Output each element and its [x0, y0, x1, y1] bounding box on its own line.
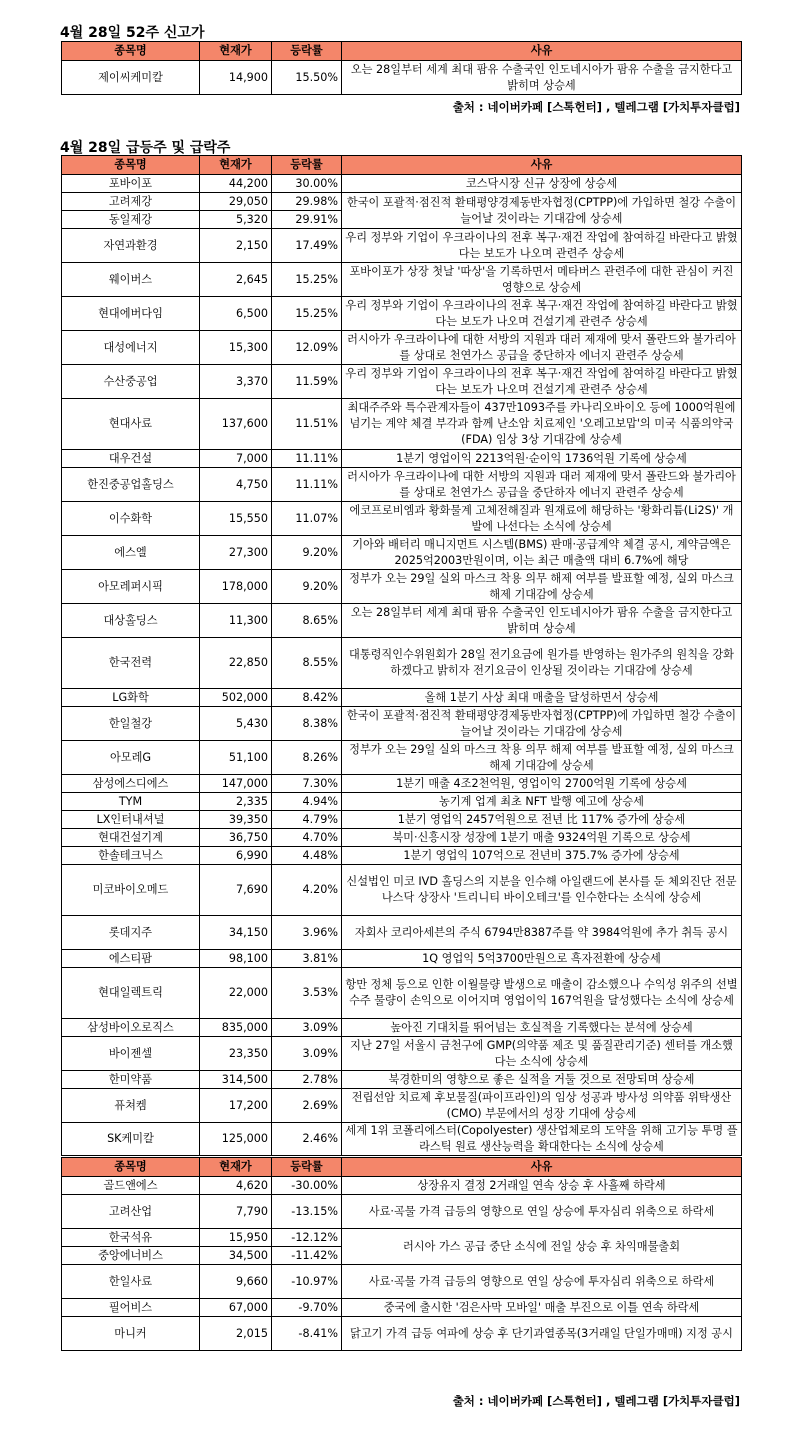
stock-name: LX인터내셔널 [62, 811, 200, 829]
stock-name: 한일철강 [62, 707, 200, 741]
stock-rate: 11.07% [272, 502, 342, 536]
stock-name: TYM [62, 793, 200, 811]
table-row [62, 775, 742, 793]
stock-rate: 29.91% [272, 211, 342, 229]
stock-rate: 11.11% [272, 468, 342, 502]
table-row [62, 229, 742, 263]
stock-reason: 닭고기 가격 급등 여파에 상승 후 단기과열종목(3거래일 단일가매매) 지정 공시 [342, 1317, 742, 1351]
stock-reason: 대통령직인수위원회가 28일 전기요금에 원가를 반영하는 원가주의 원칙을 강화하겠다고 밝히자 전기요금이 인상될 것이라는 기대감에 상승세 [342, 638, 742, 689]
stock-name: 동일제강 [62, 211, 200, 229]
stock-rate: 15.25% [272, 263, 342, 297]
header-reason: 사유 [342, 1157, 742, 1177]
stock-name: 현대사료 [62, 399, 200, 450]
table-row [62, 811, 742, 829]
stock-name: 한일사료 [62, 1265, 200, 1299]
stock-name: 고려제강 [62, 193, 200, 211]
stock-rate: 12.09% [272, 331, 342, 365]
table-row [62, 450, 742, 468]
stock-rate: 3.09% [272, 1037, 342, 1071]
stock-reason: 올해 1분기 사상 최대 매출을 달성하면서 상승세 [342, 689, 742, 707]
table-row [62, 847, 742, 865]
stock-reason: 포바이포가 상장 첫날 '따상'을 기록하면서 메타버스 관련주에 대한 관심이 커진 영향으로 상승세 [342, 263, 742, 297]
stock-name: 고려산업 [62, 1195, 200, 1229]
stock-name: 필어비스 [62, 1299, 200, 1317]
header-reason: 사유 [342, 42, 742, 61]
movers-title: 4월 28일 급등주 및 급락주 [60, 140, 231, 156]
stock-reason: 러시아가 우크라이나에 대한 서방의 지원과 대러 제재에 맞서 폴란드와 불가리아를 상대로 천연가스 공급을 중단하자 에너지 관련주 상승세 [342, 331, 742, 365]
stock-price: 6,500 [200, 297, 272, 331]
stock-reason: 신설법인 미코 IVD 홀딩스의 지분을 인수해 아일랜드에 본사를 둔 체외진단 전문 나스닥 상장사 '트리니티 바이오테크'를 인수한다는 소식에 상승세 [342, 865, 742, 916]
stock-name: 현대건설기계 [62, 829, 200, 847]
stock-name: 한진중공업홀딩스 [62, 468, 200, 502]
stock-reason: 높아진 기대치를 뛰어넘는 호실적을 기록했다는 분석에 상승세 [342, 1019, 742, 1037]
stock-rate: 30.00% [272, 175, 342, 193]
stock-name: 에스티팜 [62, 950, 200, 968]
table-row [62, 193, 742, 211]
stock-price: 4,750 [200, 468, 272, 502]
table-row [62, 1019, 742, 1037]
stock-reason: 1분기 영업이익 2213억원·순이익 1736억원 기록에 상승세 [342, 450, 742, 468]
stock-price: 27,300 [200, 536, 272, 570]
stock-name: 대상홀딩스 [62, 604, 200, 638]
source-note: 출처 : 네이버카페 [스톡헌터] , 텔레그램 [가치투자클럽] [452, 100, 740, 114]
stock-rate: -12.12% [272, 1229, 342, 1247]
stock-reason: 오는 28일부터 세계 최대 팜유 수출국인 인도네시아가 팜유 수출을 금지한다고 밝히며 상승세 [342, 604, 742, 638]
stock-name: 한국석유 [62, 1229, 200, 1247]
header-price: 현재가 [200, 42, 272, 61]
stock-reason: 중국에 출시한 '검은사막 모바일' 매출 부진으로 이틀 연속 하락세 [342, 1299, 742, 1317]
table-row [62, 865, 742, 916]
stock-name: 미코바이오메드 [62, 865, 200, 916]
stock-price: 5,320 [200, 211, 272, 229]
table-row [62, 61, 742, 95]
stock-reason: 기아와 배터리 매니지먼트 시스템(BMS) 판매·공급계약 체결 공시, 계약금액은 2025억2003만원이며, 이는 최근 매출액 대비 6.7%에 해당 [342, 536, 742, 570]
stock-reason: 우리 정부와 기업이 우크라이나의 전후 복구·재건 작업에 참여하길 바란다고 밝혔다는 보도가 나오며 관련주 상승세 [342, 229, 742, 263]
table-row [62, 1037, 742, 1071]
stock-price: 2,150 [200, 229, 272, 263]
stock-name: 한미약품 [62, 1071, 200, 1089]
stock-reason: 한국이 포괄적·점진적 환태평양경제동반자협정(CPTPP)에 가입하면 철강 수출이 늘어날 것이라는 기대감에 상승세 [342, 193, 742, 229]
table-row [62, 399, 742, 450]
stock-reason: 에코프로비엠과 황화물계 고체전해질과 원재료에 해당하는 '황화리튬(Li2S)' 개발에 나선다는 소식에 상승세 [342, 502, 742, 536]
stock-rate: -9.70% [272, 1299, 342, 1317]
header-rate: 등락률 [272, 42, 342, 61]
header-price: 현재가 [200, 156, 272, 175]
stock-price: 125,000 [200, 1123, 272, 1157]
stock-reason: 전립선암 치료제 후보물질(파이프라인)의 임상 성공과 방사성 의약품 위탁생산(CMO) 부문에서의 성장 기대에 상승세 [342, 1089, 742, 1123]
stock-name: 제이씨케미칼 [62, 61, 200, 95]
stock-price: 22,850 [200, 638, 272, 689]
table-row [62, 1071, 742, 1089]
stock-name: 퓨쳐켐 [62, 1089, 200, 1123]
table-row [62, 968, 742, 1019]
stock-price: 36,750 [200, 829, 272, 847]
stock-reason: 1분기 영업익 2457억원으로 전년 比 117% 증가에 상승세 [342, 811, 742, 829]
table-row [62, 1229, 742, 1247]
stock-reason: 지난 27일 서울시 금천구에 GMP(의약품 제조 및 품질관리기준) 센터를 개소했다는 소식에 상승세 [342, 1037, 742, 1071]
stock-rate: 3.96% [272, 916, 342, 950]
stock-name: 현대일렉트릭 [62, 968, 200, 1019]
table-row [62, 793, 742, 811]
table-row [62, 331, 742, 365]
stock-rate: -13.15% [272, 1195, 342, 1229]
stock-price: 98,100 [200, 950, 272, 968]
stock-rate: -30.00% [272, 1177, 342, 1195]
header-name: 종목명 [62, 156, 200, 175]
stock-price: 178,000 [200, 570, 272, 604]
stock-rate: 8.55% [272, 638, 342, 689]
stock-reason: 최대주주와 특수관계자들이 437만1093주를 카나리오바이오 등에 1000억원에 넘기는 계약 체결 부각과 함께 난소암 치료제인 '오레고보맙'의 미국 식품의약국(FDA) 임상 3상 기대감에 상승세 [342, 399, 742, 450]
stock-name: 바이젠셀 [62, 1037, 200, 1071]
stock-rate: 4.79% [272, 811, 342, 829]
stock-price: 22,000 [200, 968, 272, 1019]
table-row [62, 689, 742, 707]
stock-reason: 코스닥시장 신규 상장에 상승세 [342, 175, 742, 193]
stock-price: 34,150 [200, 916, 272, 950]
stock-name: 삼성에스디에스 [62, 775, 200, 793]
stock-reason: 러시아 가스 공급 중단 소식에 전일 상승 후 차익매물출회 [342, 1229, 742, 1265]
stock-rate: 4.48% [272, 847, 342, 865]
table-row [62, 1195, 742, 1229]
stock-reason: 한국이 포괄적·점진적 환태평양경제동반자협정(CPTPP)에 가입하면 철강 수출이 늘어날 것이라는 기대감에 상승세 [342, 707, 742, 741]
stock-price: 7,790 [200, 1195, 272, 1229]
stock-name: 포바이포 [62, 175, 200, 193]
stock-rate: 2.69% [272, 1089, 342, 1123]
stock-price: 2,645 [200, 263, 272, 297]
table-row [62, 1089, 742, 1123]
stock-name: SK케미칼 [62, 1123, 200, 1157]
header-rate: 등락률 [272, 156, 342, 175]
stock-name: 삼성바이오로직스 [62, 1019, 200, 1037]
stock-name: 자연과환경 [62, 229, 200, 263]
stock-reason: 농기계 업계 최초 NFT 발행 예고에 상승세 [342, 793, 742, 811]
stock-price: 11,300 [200, 604, 272, 638]
stock-rate: 11.59% [272, 365, 342, 399]
stock-rate: 15.25% [272, 297, 342, 331]
stock-rate: -11.42% [272, 1247, 342, 1265]
stock-price: 51,100 [200, 741, 272, 775]
movers-table [61, 155, 742, 1351]
stock-reason: 항만 정체 등으로 인한 이월물량 발생으로 매출이 감소했으나 수익성 위주의 선별 수주 물량이 손익으로 이어지며 영업이익 167억원을 달성했다는 소식에 상승세 [342, 968, 742, 1019]
header-name: 종목명 [62, 42, 200, 61]
stock-name: 골드앤에스 [62, 1177, 200, 1195]
stock-rate: 17.49% [272, 229, 342, 263]
table-row [62, 829, 742, 847]
stock-price: 34,500 [200, 1247, 272, 1265]
table-row [62, 1299, 742, 1317]
stock-rate: 3.81% [272, 950, 342, 968]
table-row [62, 741, 742, 775]
stock-reason: 상장유지 결정 2거래일 연속 상승 후 사흘째 하락세 [342, 1177, 742, 1195]
stock-name: 에스엘 [62, 536, 200, 570]
stock-rate: 3.09% [272, 1019, 342, 1037]
table-row [62, 916, 742, 950]
stock-reason: 1분기 매출 4조2천억원, 영업이익 2700억원 기록에 상승세 [342, 775, 742, 793]
stock-name: 현대에버다임 [62, 297, 200, 331]
stock-reason: 1분기 영업익 107억으로 전년비 375.7% 증가에 상승세 [342, 847, 742, 865]
table-header-row [62, 1157, 742, 1177]
table-row [62, 1317, 742, 1351]
table-header-row [62, 42, 742, 61]
stock-name: 아모레퍼시픽 [62, 570, 200, 604]
stock-price: 15,950 [200, 1229, 272, 1247]
stock-name: 수산중공업 [62, 365, 200, 399]
stock-rate: 11.51% [272, 399, 342, 450]
stock-price: 6,990 [200, 847, 272, 865]
stock-rate: 8.38% [272, 707, 342, 741]
stock-name: 대성에너지 [62, 331, 200, 365]
stock-rate: 8.42% [272, 689, 342, 707]
stock-price: 44,200 [200, 175, 272, 193]
stock-rate: -10.97% [272, 1265, 342, 1299]
stock-reason: 정부가 오는 29일 실외 마스크 착용 의무 해제 여부를 발표할 예정, 실외 마스크 해제 기대감에 상승세 [342, 741, 742, 775]
table-row [62, 365, 742, 399]
stock-reason: 정부가 오는 29일 실외 마스크 착용 의무 해제 여부를 발표할 예정, 실외 마스크 해제 기대감에 상승세 [342, 570, 742, 604]
stock-reason: 오는 28일부터 세계 최대 팜유 수출국인 인도네시아가 팜유 수출을 금지한다고 밝히며 상승세 [342, 61, 742, 95]
stock-rate: 9.20% [272, 570, 342, 604]
stock-name: 중앙에너비스 [62, 1247, 200, 1265]
stock-price: 29,050 [200, 193, 272, 211]
stock-price: 147,000 [200, 775, 272, 793]
stock-price: 67,000 [200, 1299, 272, 1317]
table-row [62, 570, 742, 604]
stock-reason: 북경한미의 영향으로 좋은 실적을 거둘 것으로 전망되며 상승세 [342, 1071, 742, 1089]
table-row [62, 468, 742, 502]
table-row [62, 950, 742, 968]
stock-price: 9,660 [200, 1265, 272, 1299]
stock-reason: 우리 정부와 기업이 우크라이나의 전후 복구·재건 작업에 참여하길 바란다고 밝혔다는 보도가 나오며 건설기계 관련주 상승세 [342, 297, 742, 331]
stock-reason: 세계 1위 코폴리에스터(Copolyester) 생산업체로의 도약을 위해 고기능 투명 플라스틱 원료 생산능력을 확대한다는 소식에 상승세 [342, 1123, 742, 1157]
stock-rate: 2.46% [272, 1123, 342, 1157]
stock-rate: 4.20% [272, 865, 342, 916]
high52-title: 4월 28일 52주 신고가 [60, 25, 205, 41]
stock-name: 웨이버스 [62, 263, 200, 297]
stock-rate: 7.30% [272, 775, 342, 793]
stock-name: 한솔테크닉스 [62, 847, 200, 865]
stock-price: 17,200 [200, 1089, 272, 1123]
stock-rate: 2.78% [272, 1071, 342, 1089]
stock-name: 마니커 [62, 1317, 200, 1351]
stock-rate: 9.20% [272, 536, 342, 570]
table-row [62, 707, 742, 741]
table-row [62, 604, 742, 638]
header-name: 종목명 [62, 1157, 200, 1177]
stock-rate: 15.50% [272, 61, 342, 95]
stock-rate: 29.98% [272, 193, 342, 211]
stock-price: 14,900 [200, 61, 272, 95]
table-header-row [62, 156, 742, 175]
stock-price: 2,335 [200, 793, 272, 811]
stock-name: 아모레G [62, 741, 200, 775]
stock-price: 39,350 [200, 811, 272, 829]
header-rate: 등락률 [272, 1157, 342, 1177]
stock-price: 15,300 [200, 331, 272, 365]
table-row [62, 1265, 742, 1299]
stock-price: 137,600 [200, 399, 272, 450]
stock-name: 롯데지주 [62, 916, 200, 950]
table-row [62, 1177, 742, 1195]
stock-rate: 3.53% [272, 968, 342, 1019]
stock-price: 502,000 [200, 689, 272, 707]
stock-rate: 4.70% [272, 829, 342, 847]
table-row [62, 263, 742, 297]
stock-price: 4,620 [200, 1177, 272, 1195]
table-row [62, 638, 742, 689]
stock-reason: 우리 정부와 기업이 우크라이나의 전후 복구·재건 작업에 참여하길 바란다고 밝혔다는 보도가 나오며 건설기계 관련주 상승세 [342, 365, 742, 399]
stock-reason: 러시아가 우크라이나에 대한 서방의 지원과 대러 제재에 맞서 폴란드와 불가리아를 상대로 천연가스 공급을 중단하자 에너지 관련주 상승세 [342, 468, 742, 502]
stock-rate: 8.26% [272, 741, 342, 775]
header-reason: 사유 [342, 156, 742, 175]
stock-rate: -8.41% [272, 1317, 342, 1351]
stock-price: 5,430 [200, 707, 272, 741]
stock-price: 15,550 [200, 502, 272, 536]
stock-price: 7,000 [200, 450, 272, 468]
stock-name: LG화학 [62, 689, 200, 707]
stock-name: 대우건설 [62, 450, 200, 468]
source-note: 출처 : 네이버카페 [스톡헌터] , 텔레그램 [가치투자클럽] [452, 1394, 740, 1408]
stock-reason: 사료·곡물 가격 급등의 영향으로 연일 상승에 투자심리 위축으로 하락세 [342, 1195, 742, 1229]
table-row [62, 175, 742, 193]
stock-price: 835,000 [200, 1019, 272, 1037]
stock-reason: 북미·신흥시장 성장에 1분기 매출 9324억원 기록으로 상승세 [342, 829, 742, 847]
stock-price: 3,370 [200, 365, 272, 399]
stock-rate: 8.65% [272, 604, 342, 638]
stock-reason: 사료·곡물 가격 급등의 영향으로 연일 상승에 투자심리 위축으로 하락세 [342, 1265, 742, 1299]
stock-price: 314,500 [200, 1071, 272, 1089]
stock-rate: 11.11% [272, 450, 342, 468]
stock-reason: 자회사 코리아세븐의 주식 6794만8387주를 약 3984억원에 추가 취득 공시 [342, 916, 742, 950]
high52-table [61, 41, 742, 95]
stock-price: 23,350 [200, 1037, 272, 1071]
stock-price: 7,690 [200, 865, 272, 916]
stock-name: 이수화학 [62, 502, 200, 536]
stock-price: 2,015 [200, 1317, 272, 1351]
stock-reason: 1Q 영업익 5억3700만원으로 흑자전환에 상승세 [342, 950, 742, 968]
table-row [62, 1123, 742, 1157]
table-row [62, 536, 742, 570]
header-price: 현재가 [200, 1157, 272, 1177]
stock-name: 한국전력 [62, 638, 200, 689]
stock-rate: 4.94% [272, 793, 342, 811]
table-row [62, 502, 742, 536]
table-row [62, 297, 742, 331]
